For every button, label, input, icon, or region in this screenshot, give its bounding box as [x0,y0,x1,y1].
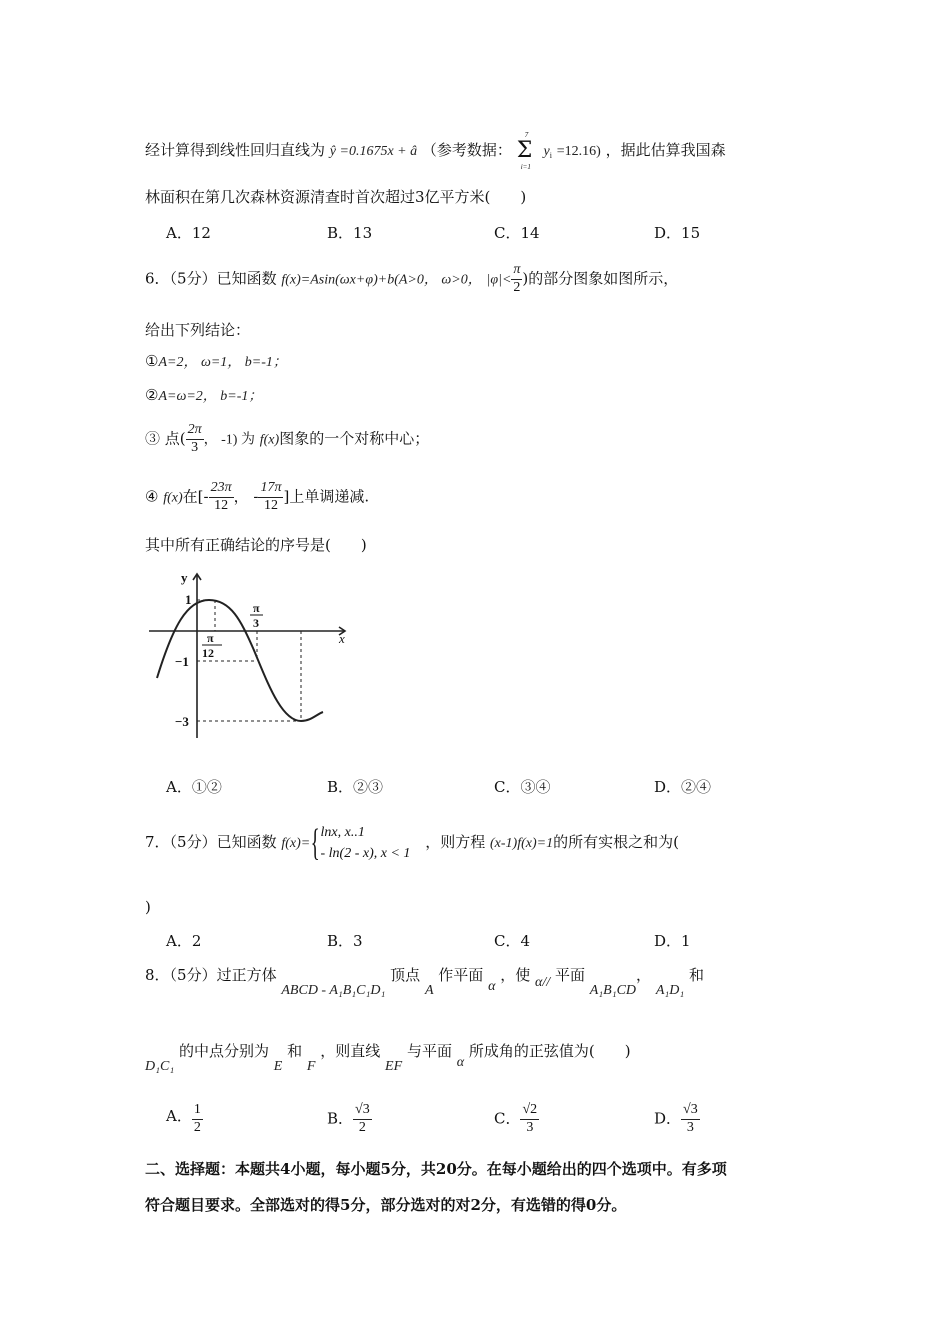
q8-t1: 顶点 [390,966,421,984]
label-pi-a: π [207,631,214,645]
q5-text-post: ，据此估算我国森 [605,141,726,159]
q8-t6: 和 [689,966,705,984]
frac-num: √3 [353,1102,372,1120]
q7-option-a: A．2 [166,932,202,950]
q8-ef: EF [385,1059,403,1074]
q7-prefix: 7．（5分）已知函数 [145,833,277,851]
q5-option-c: C．14 [494,224,540,242]
x-label: x [339,631,345,646]
c3-mid: ， -1) 为 [203,432,255,448]
frac-num: 1 [192,1102,203,1120]
regression-formula: ŷ =0.1675x + â [329,144,418,159]
q5-line2: 林面积在第几次森林资源清查时首次超过3亿平方米( ) [145,188,527,206]
q8-t8: 和 [287,1042,303,1060]
c1-text: A=2， ω=1， b=-1； [158,355,287,370]
q8-option-b [327,1102,372,1137]
section2-heading-line1: 二、选择题：本题共4小题，每小题5分，共20分。在每小题给出的四个选项中。有多项 [145,1160,727,1178]
q6-stem [145,262,678,297]
opt-label: A． [166,1107,192,1126]
q8-option-c [494,1102,539,1137]
q6-conclusion-1 [145,354,287,370]
q6-option-a: A．①② [166,778,222,796]
q6-ask: 其中所有正确结论的序号是( ) [145,536,367,554]
frac-den: 2 [358,1119,366,1135]
q5-line1 [145,131,726,171]
frac-num: 2π [186,422,204,440]
opt-frac [192,1102,203,1137]
c3-frac [186,422,204,457]
opt-label: B． [327,1109,354,1128]
q8-cube: ABCD - A₁B₁C₁D₁ [281,983,386,998]
c3-post: 图象的一个对称中心； [279,429,430,448]
label-neg3: −3 [175,714,189,729]
q8-option-d [654,1102,700,1137]
c4-frac-1 [209,480,234,515]
q7-option-b: B．3 [327,932,363,950]
opt-label: D． [654,1109,682,1128]
q7-stem [145,822,679,864]
sum-term: y [543,144,550,159]
sum-lower: i=1 [520,163,531,171]
q6-conclusion-4 [145,480,369,515]
c2-text: A=ω=2， b=-1； [158,389,263,404]
frac-den: 3 [191,439,199,455]
q8-t4: 平面 [554,966,585,984]
q8-prefix: 8．（5分）过正方体 [145,966,277,984]
opt-frac [520,1102,539,1137]
c3-f: f(x) [259,432,280,448]
q7-brace: { [310,822,320,864]
y-label: y [181,570,188,585]
q7-case-1: lnx, x..1 [320,825,365,840]
q5-option-d: D．15 [654,224,701,242]
q7-case-2: - ln(2 - x), x < 1 [320,846,411,861]
q6-option-d: D．②④ [654,778,712,796]
q6-pi-over-2 [511,262,522,297]
q8-t5: ， [636,966,652,984]
q5-option-b: B．13 [327,224,373,242]
c4-mid: 在[- [182,487,209,506]
frac-num: π [511,262,522,280]
q7-fx: f(x)= [281,836,311,851]
q7-equation: (x-1)f(x)=1 [490,836,554,851]
c4-f: f(x) [163,490,183,506]
frac-num: √2 [520,1102,539,1120]
q8-e: E [273,1059,283,1074]
opt-frac [681,1102,700,1137]
circ-4: ④ [145,487,159,506]
q7-option-c: C．4 [494,932,531,950]
q8-t9: ，则直线 [320,1042,381,1060]
q6-option-c: C．③④ [494,778,551,796]
summation-symbol: 7 Σ i=1 [516,131,533,171]
q6-give: 给出下列结论： [145,321,251,339]
q8-line1 [145,966,705,998]
label-1: 1 [185,592,192,607]
q8-dc: D₁C₁ [145,1059,175,1074]
q5-text: 经计算得到线性回归直线为 [145,141,326,159]
section2-heading-line2: 符合题目要求。全部选对的得5分，部分选对的对2分，有选错的得0分。 [145,1196,627,1214]
label-twelve: 12 [202,646,214,660]
frac-num: √3 [681,1102,700,1120]
q8-t11: 所成角的正弦值为( ) [468,1042,631,1060]
q8-parallel: α// [535,975,551,990]
q8-t10: 与平面 [406,1042,452,1060]
circ-2: ② [145,386,159,404]
q7-mid: ，则方程 [425,833,486,851]
q6-phi-cond: |φ|< [486,272,512,288]
frac-num: 17π [258,480,283,498]
q6-function: f(x)=Asin(ωx+φ)+b(A>0 [281,272,424,288]
q8-f: F [306,1059,316,1074]
q8-option-a [166,1102,203,1137]
label-three: 3 [253,616,259,630]
q7-close: ) [145,898,151,916]
q8-alpha: α [488,979,496,994]
q7-post: 的所有实根之和为( [553,833,679,851]
opt-label: C． [494,1109,521,1128]
q8-vertex-a: A [424,983,434,998]
q5-ref-label: （参考数据： [421,141,512,159]
q8-alpha2: α [456,1055,465,1070]
q7-option-d: D．1 [654,932,691,950]
frac-den: 12 [263,497,278,513]
q8-plane: A₁B₁CD [589,983,637,998]
q8-t2: 作平面 [438,966,484,984]
q6-conclusion-3 [145,422,429,457]
c4-post: ]上单调递减. [283,487,370,506]
frac-den: 3 [686,1119,694,1135]
q8-t3: ，使 [500,966,531,984]
c4-comma: ， - [233,487,259,506]
frac-den: 3 [526,1119,534,1135]
frac-den: 2 [513,279,521,295]
q5-option-a: A．12 [166,224,211,242]
opt-frac [353,1102,372,1137]
frac-den: 12 [214,497,229,513]
q7-cases [321,822,411,864]
frac-den: 2 [193,1119,201,1135]
q8-line2 [145,1042,631,1074]
label-neg1: −1 [175,654,189,669]
q6-prefix: 6．（5分）已知函数 [145,269,277,288]
q6-suffix: )的部分图象如图所示， [522,269,679,288]
q8-t7: 的中点分别为 [178,1042,269,1060]
sum-upper: 7 [524,131,529,139]
q8-ad: A₁D₁ [655,983,685,998]
label-pi-b: π [253,601,260,615]
q6-option-b: B．②③ [327,778,384,796]
frac-num: 23π [209,480,234,498]
c3-pre: ③ 点( [145,429,186,448]
q6-function-graph [145,566,365,746]
q6-omega-cond: ， ω>0， [423,272,482,288]
q6-conclusion-2 [145,388,262,404]
sum-value: =12.16) [556,144,601,159]
sum-sub: i [549,151,552,160]
circ-1: ① [145,352,159,370]
c4-frac-2 [258,480,283,515]
